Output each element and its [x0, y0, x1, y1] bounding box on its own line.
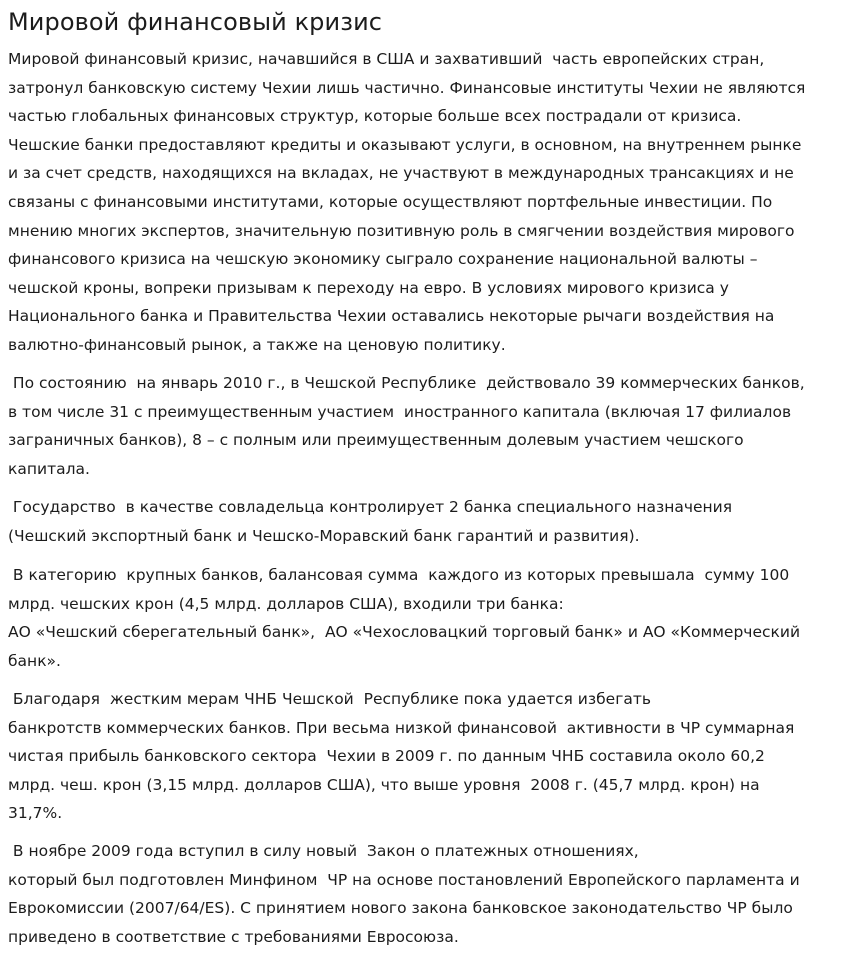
- paragraph-line: Государство в качестве совладельца контролирует 2 банка специального назначения: [8, 498, 733, 516]
- paragraph-line: млрд. чешских крон (4,5 млрд. долларов США), входили три банка:: [8, 594, 564, 613]
- paragraph-line: млрд. чеш. крон (3,15 млрд. долларов США), что выше уровня 2008 г. (45,7 млрд. крон) на: [8, 775, 760, 794]
- paragraph-line: частью глобальных финансовых структур, которые больше всех пострадали от кризиса.: [8, 107, 742, 126]
- paragraph-state-banks: [8, 493, 732, 550]
- paragraph-line: связаны с финансовыми институтами, которые осуществляют портфельные инвестиции. По: [8, 192, 773, 211]
- paragraph-line: Мировой финансовый кризис, начавшийся в США и захвативший часть европейских стран,: [8, 50, 765, 68]
- paragraph-line: в том числе 31 с преимущественным участием иностранного капитала (включая 17 филиалов: [8, 402, 792, 421]
- paragraph-line: затронул банковскую систему Чехии лишь частично. Финансовые институты Чехии не являются: [8, 78, 806, 97]
- paragraph-line: чешской кроны, вопреки призывам к переходу на евро. В условиях мирового кризиса у: [8, 278, 729, 297]
- paragraph-line: Чешские банки предоставляют кредиты и оказывают услуги, в основном, на внутреннем рынке: [8, 135, 802, 154]
- paragraph-large-banks: [8, 561, 800, 675]
- paragraph-line: и за счет средств, находящихся на вкладах, не участвуют в международных трансакциях и не: [8, 164, 794, 183]
- paragraph-line: заграничных банков), 8 – с полным или преимущественным долевым участием чешского: [8, 431, 744, 450]
- paragraph-line: финансового кризиса на чешскую экономику сыграло сохранение национальной валюты –: [8, 250, 758, 269]
- paragraph-line: Еврокомиссии (2007/64/ES). С принятием нового закона банковское законодательство ЧР было: [8, 899, 793, 918]
- paragraph-intro: [8, 45, 805, 360]
- paragraph-line: (Чешский экспортный банк и Чешско-Моравский банк гарантий и развития).: [8, 526, 640, 545]
- paragraph-line: АО «Чешский сберегательный банк», АО «Чехословацкий торговый банк» и АО «Коммерческий: [8, 623, 801, 642]
- paragraph-line: Национального банка и Правительства Чехии оставались некоторые рычаги воздействия на: [8, 307, 775, 326]
- paragraph-banks-count: [8, 369, 805, 483]
- paragraph-line: капитала.: [8, 459, 90, 478]
- paragraph-line: валютно-финансовый рынок, а также на ценовую политику.: [8, 335, 506, 354]
- paragraph-line: банкротств коммерческих банков. При весьма низкой финансовой активности в ЧР суммарная: [8, 718, 795, 737]
- paragraph-profit: [8, 685, 794, 828]
- paragraph-line: Благодаря жестким мерам ЧНБ Чешской Республике пока удается избегать: [8, 690, 652, 708]
- paragraph-payment-law: [8, 837, 800, 951]
- paragraph-line: 31,7%.: [8, 804, 63, 823]
- paragraph-line: приведено в соответствие с требованиями Евросоюза.: [8, 927, 459, 946]
- paragraph-line: мнению многих экспертов, значительную позитивную роль в смягчении воздействия мирового: [8, 221, 795, 240]
- paragraph-line: который был подготовлен Минфином ЧР на основе постановлений Европейского парламента и: [8, 870, 800, 889]
- paragraph-line: В категорию крупных банков, балансовая сумма каждого из которых превышала сумму 100: [8, 566, 790, 584]
- page-title: Мировой финансовый кризис: [8, 8, 383, 36]
- paragraph-line: В ноябре 2009 года вступил в силу новый Закон о платежных отношениях,: [8, 842, 639, 860]
- paragraph-line: По состоянию на январь 2010 г., в Чешской Республике действовало 39 коммерческих банков,: [8, 374, 805, 392]
- paragraph-line: банк».: [8, 651, 61, 670]
- paragraph-line: чистая прибыль банковского сектора Чехии в 2009 г. по данным ЧНБ составила около 60,2: [8, 747, 765, 766]
